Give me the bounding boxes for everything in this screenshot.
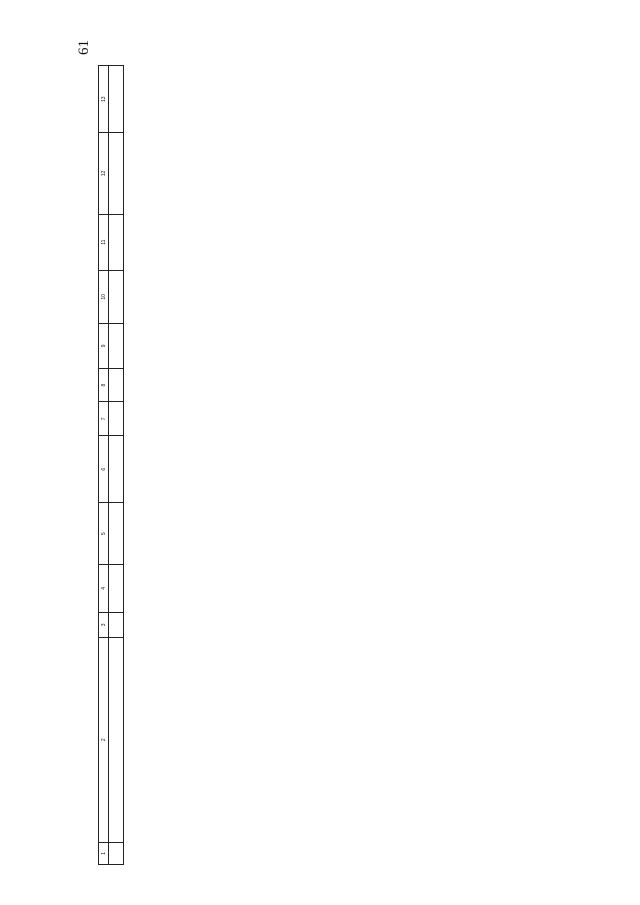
column-header: 13 (99, 66, 109, 133)
column-header: 12 (99, 133, 109, 214)
page-number: 61 (76, 40, 92, 55)
column-header: 11 (99, 214, 109, 270)
document-sheet (76, 40, 587, 865)
column-header: 7 (99, 402, 109, 436)
column-header: 3 (99, 612, 109, 637)
row-gap (109, 66, 124, 865)
column-header: 8 (99, 368, 109, 402)
column-header: 5 (99, 503, 109, 565)
column-header: 4 (99, 565, 109, 613)
register-table (98, 65, 124, 865)
column-header: 6 (99, 436, 109, 503)
column-header: 10 (99, 270, 109, 323)
column-header: 2 (99, 637, 109, 842)
column-header: 1 (99, 842, 109, 864)
header-row (99, 66, 109, 865)
column-header: 9 (99, 323, 109, 368)
